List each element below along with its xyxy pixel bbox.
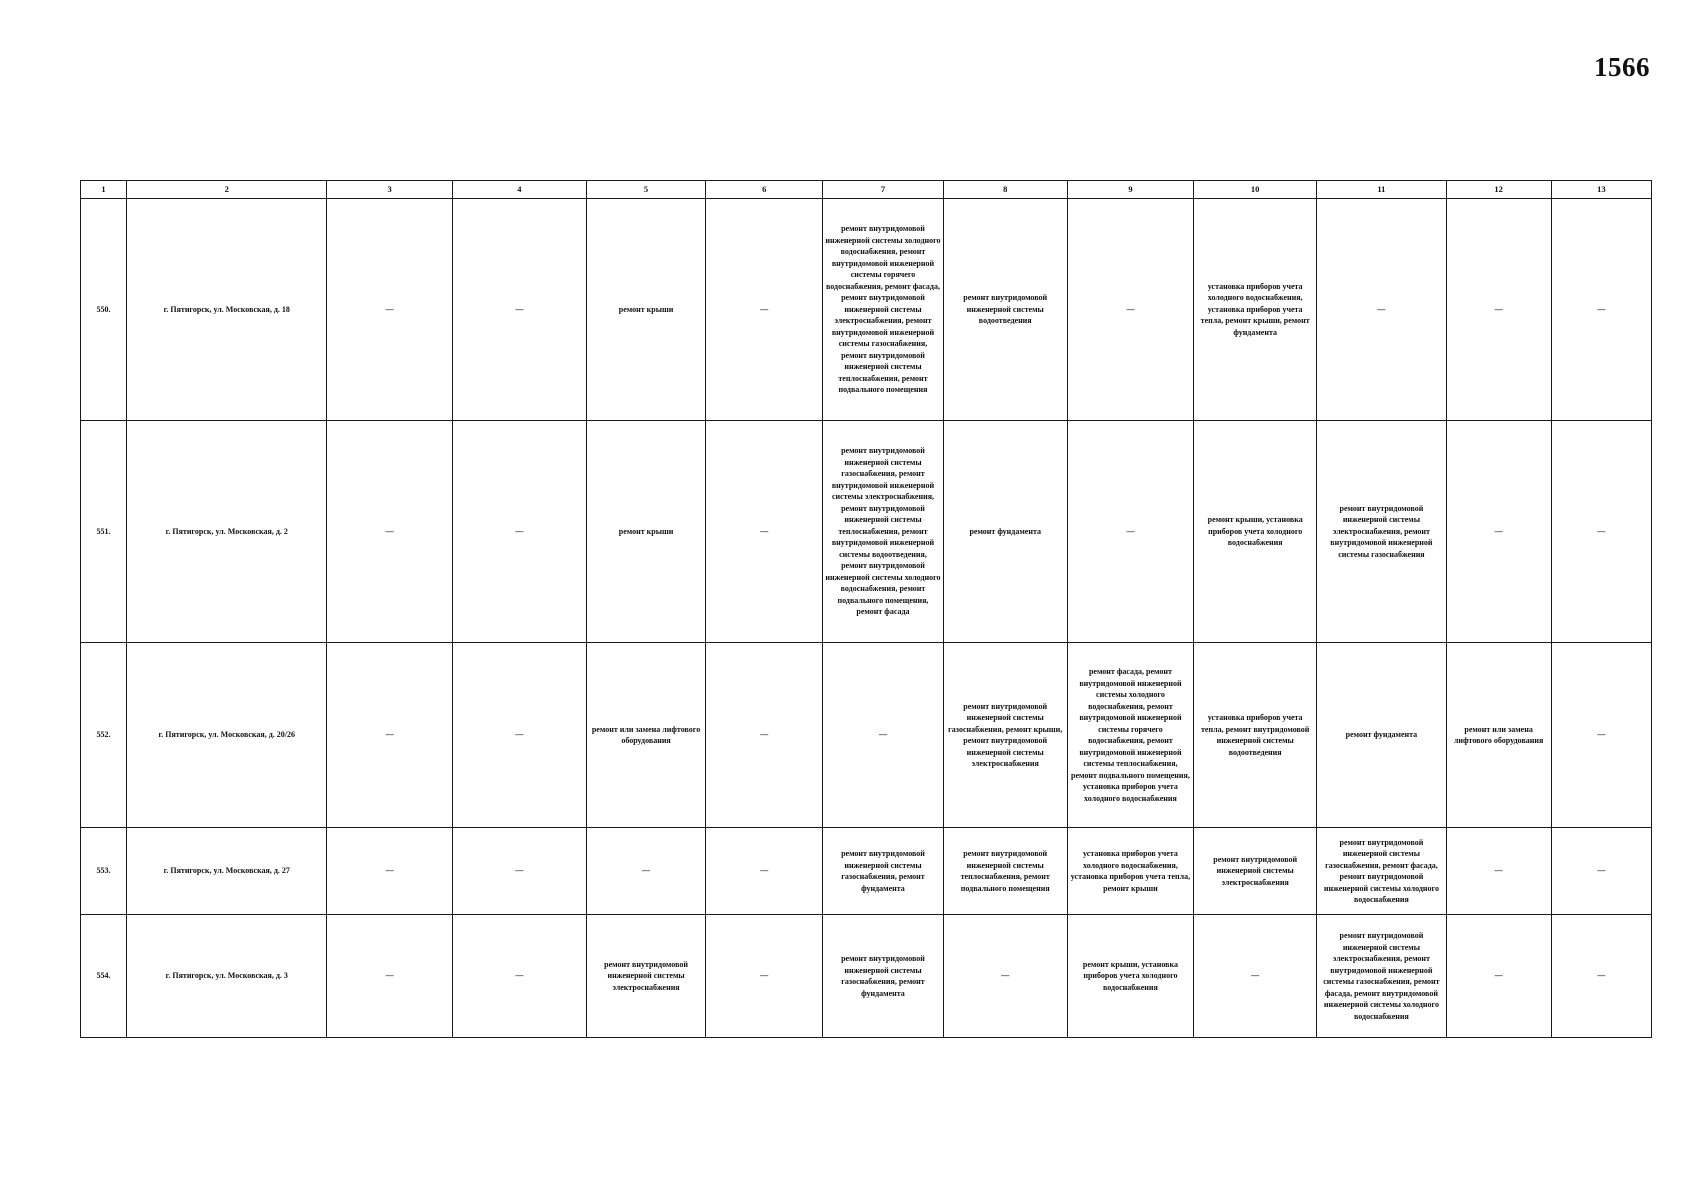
table-cell: — bbox=[706, 199, 823, 421]
table-cell: — bbox=[452, 643, 586, 828]
table-cell: ремонт крыши bbox=[586, 421, 705, 643]
table-cell: — bbox=[943, 915, 1067, 1038]
table-cell: ремонт крыши, установка приборов учета холодного водоснабжения bbox=[1194, 421, 1317, 643]
table-cell: ремонт фасада, ремонт внутридомовой инженерной системы холодного водоснабжения, ремонт внутридомовой инженерной системы горячего водоснабжения, ремонт внутридомовой инженерной системы теплоснабжения, ремонт подвального помещения, установка приборов учета холодного водоснабжения bbox=[1067, 643, 1193, 828]
table-cell: — bbox=[706, 915, 823, 1038]
column-number-row bbox=[81, 181, 1652, 199]
row-address: г. Пятигорск, ул. Московская, д. 18 bbox=[127, 199, 327, 421]
column-header: 1 bbox=[81, 181, 127, 199]
table-cell: — bbox=[1446, 828, 1551, 915]
table-cell: — bbox=[327, 915, 452, 1038]
table-cell: ремонт внутридомовой инженерной системы электроснабжения, ремонт внутридомовой инженерной системы газоснабжения, ремонт фасада, ремонт внутридомовой инженерной системы холодного водоснабжения bbox=[1317, 915, 1446, 1038]
table-cell: — bbox=[327, 643, 452, 828]
table-cell: — bbox=[586, 828, 705, 915]
table-cell: — bbox=[823, 643, 943, 828]
table-cell: — bbox=[327, 828, 452, 915]
table-cell: ремонт крыши, установка приборов учета холодного водоснабжения bbox=[1067, 915, 1193, 1038]
row-number: 554. bbox=[81, 915, 127, 1038]
column-header: 9 bbox=[1067, 181, 1193, 199]
table-row bbox=[81, 199, 1652, 421]
table-cell: ремонт или замена лифтового оборудования bbox=[1446, 643, 1551, 828]
table-cell: — bbox=[1446, 199, 1551, 421]
row-number: 551. bbox=[81, 421, 127, 643]
column-header: 2 bbox=[127, 181, 327, 199]
table-cell: ремонт внутридомовой инженерной системы водоотведения bbox=[943, 199, 1067, 421]
table-cell: ремонт внутридомовой инженерной системы газоснабжения, ремонт фундамента bbox=[823, 915, 943, 1038]
column-header: 13 bbox=[1551, 181, 1651, 199]
row-address: г. Пятигорск, ул. Московская, д. 27 bbox=[127, 828, 327, 915]
table-cell: — bbox=[327, 199, 452, 421]
column-header: 4 bbox=[452, 181, 586, 199]
table-cell: — bbox=[452, 915, 586, 1038]
table-row bbox=[81, 421, 1652, 643]
table-cell: — bbox=[1551, 828, 1651, 915]
column-header: 5 bbox=[586, 181, 705, 199]
table-cell: ремонт внутридомовой инженерной системы газоснабжения, ремонт крыши, ремонт внутридомовой инженерной системы электроснабжения bbox=[943, 643, 1067, 828]
table-cell: ремонт или замена лифтового оборудования bbox=[586, 643, 705, 828]
table-cell: ремонт внутридомовой инженерной системы электроснабжения bbox=[1194, 828, 1317, 915]
table-cell: — bbox=[1317, 199, 1446, 421]
column-header: 12 bbox=[1446, 181, 1551, 199]
table-cell: — bbox=[327, 421, 452, 643]
column-header: 10 bbox=[1194, 181, 1317, 199]
table-cell: — bbox=[452, 199, 586, 421]
column-header: 8 bbox=[943, 181, 1067, 199]
row-address: г. Пятигорск, ул. Московская, д. 3 bbox=[127, 915, 327, 1038]
table-cell: — bbox=[452, 421, 586, 643]
table-cell: — bbox=[1446, 915, 1551, 1038]
table-cell: установка приборов учета холодного водоснабжения, установка приборов учета тепла, ремонт крыши, ремонт фундамента bbox=[1194, 199, 1317, 421]
column-header: 6 bbox=[706, 181, 823, 199]
table-cell: — bbox=[1067, 421, 1193, 643]
table-cell: ремонт крыши bbox=[586, 199, 705, 421]
table-cell: установка приборов учета тепла, ремонт внутридомовой инженерной системы водоотведения bbox=[1194, 643, 1317, 828]
table-cell: — bbox=[1067, 199, 1193, 421]
table-cell: ремонт фундамента bbox=[1317, 643, 1446, 828]
page-number: 1566 bbox=[1594, 52, 1650, 82]
table-cell: ремонт внутридомовой инженерной системы теплоснабжения, ремонт подвального помещения bbox=[943, 828, 1067, 915]
table-cell: ремонт внутридомовой инженерной системы холодного водоснабжения, ремонт внутридомовой инженерной системы горячего водоснабжения, ремонт фасада, ремонт внутридомовой инженерной системы электроснабжения, ремонт внутридомовой инженерной системы газоснабжения, ремонт внутридомовой инженерной системы теплоснабжения, ремонт подвального помещения bbox=[823, 199, 943, 421]
row-number: 553. bbox=[81, 828, 127, 915]
table-cell: — bbox=[1551, 199, 1651, 421]
table-cell: — bbox=[1551, 643, 1651, 828]
column-header: 11 bbox=[1317, 181, 1446, 199]
table-cell: — bbox=[1551, 421, 1651, 643]
column-header: 3 bbox=[327, 181, 452, 199]
table-cell: — bbox=[1551, 915, 1651, 1038]
row-number: 550. bbox=[81, 199, 127, 421]
table-cell: — bbox=[706, 828, 823, 915]
table-cell: — bbox=[452, 828, 586, 915]
table-cell: — bbox=[1194, 915, 1317, 1038]
table-row bbox=[81, 643, 1652, 828]
table-cell: — bbox=[1446, 421, 1551, 643]
table-row bbox=[81, 915, 1652, 1038]
row-number: 552. bbox=[81, 643, 127, 828]
table-cell: установка приборов учета холодного водоснабжения, установка приборов учета тепла, ремонт крыши bbox=[1067, 828, 1193, 915]
column-header: 7 bbox=[823, 181, 943, 199]
table-cell: ремонт внутридомовой инженерной системы газоснабжения, ремонт фасада, ремонт внутридомовой инженерной системы холодного водоснабжения bbox=[1317, 828, 1446, 915]
table-cell: ремонт внутридомовой инженерной системы газоснабжения, ремонт внутридомовой инженерной системы электроснабжения, ремонт внутридомовой инженерной системы теплоснабжения, ремонт внутридомовой инженерной системы водоотведения, ремонт внутридомовой инженерной системы холодного водоснабжения, ремонт подвального помещения, ремонт фасада bbox=[823, 421, 943, 643]
row-address: г. Пятигорск, ул. Московская, д. 20/26 bbox=[127, 643, 327, 828]
table-cell: ремонт внутридомовой инженерной системы электроснабжения bbox=[586, 915, 705, 1038]
repair-schedule-table bbox=[80, 180, 1652, 1038]
table-cell: — bbox=[706, 421, 823, 643]
table-row bbox=[81, 828, 1652, 915]
table-cell: ремонт фундамента bbox=[943, 421, 1067, 643]
table-cell: ремонт внутридомовой инженерной системы электроснабжения, ремонт внутридомовой инженерной системы газоснабжения bbox=[1317, 421, 1446, 643]
table-cell: — bbox=[706, 643, 823, 828]
row-address: г. Пятигорск, ул. Московская, д. 2 bbox=[127, 421, 327, 643]
table-cell: ремонт внутридомовой инженерной системы газоснабжения, ремонт фундамента bbox=[823, 828, 943, 915]
